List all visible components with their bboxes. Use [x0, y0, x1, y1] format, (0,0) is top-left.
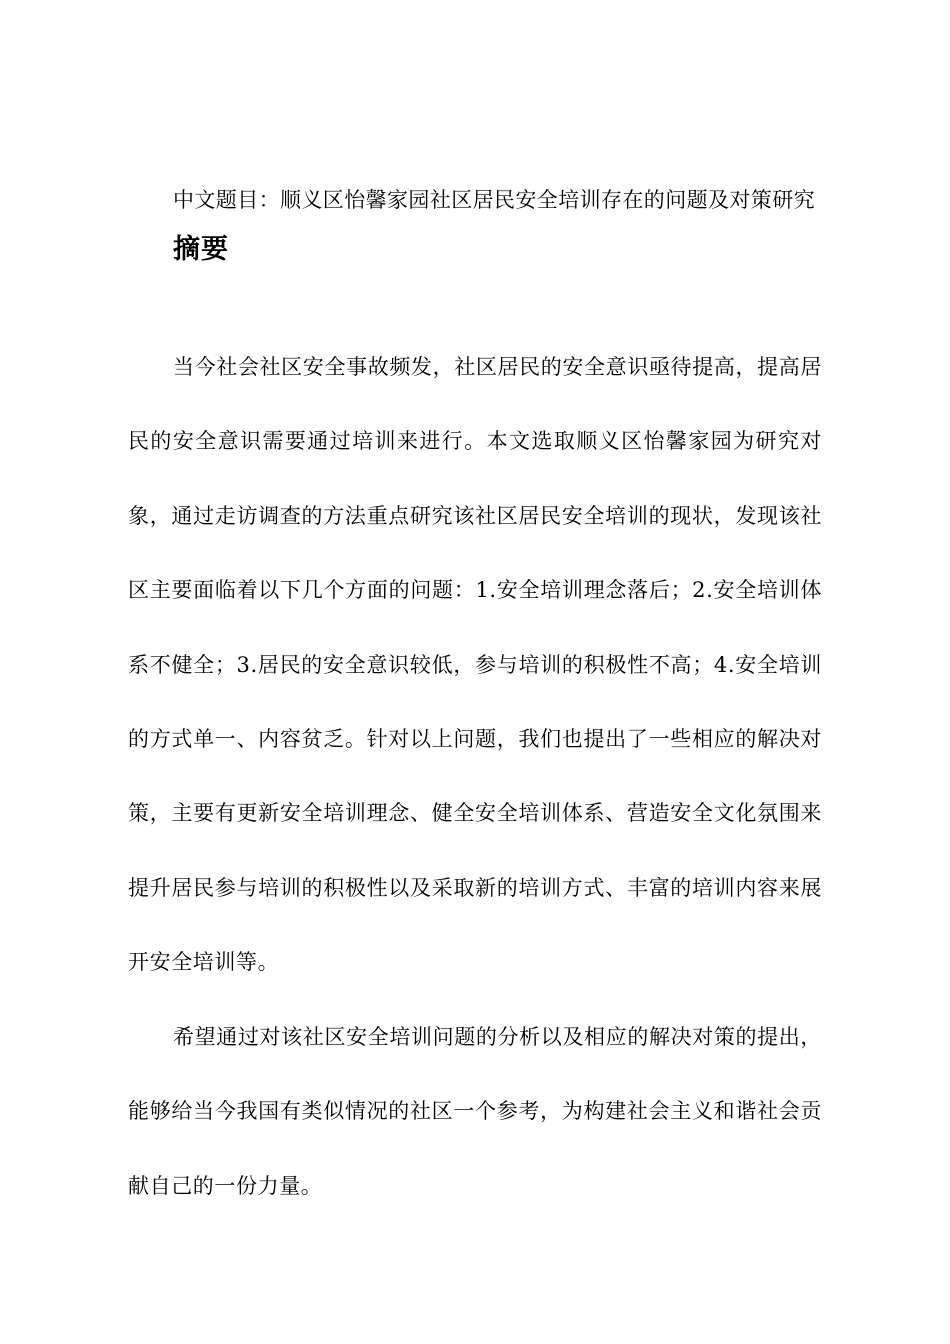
abstract-heading: 摘要 [173, 234, 229, 265]
chinese-title: 中文题目：顺义区怡馨家园社区居民安全培训存在的问题及对策研究 [173, 188, 815, 212]
abstract-paragraph-1: 当今社会社区安全事故频发，社区居民的安全意识亟待提高，提高居民的安全意识需要通过培训来进行。本文选取顺义区怡馨家园为研究对象，通过走访调查的方法重点研究该社区居民安全培训的现状，发现该社区主要面临着以下几个方面的问题：1.安全培训理念落后；2.安全培训体系不健全；3.居民的安全意识较低，参与培训的积极性不高；4.安全培训的方式单一、内容贫乏。针对以上问题，我们也提出了一些相应的解决对策，主要有更新安全培训理念、健全安全培训体系、营造安全文化氛围来提升居民参与培训的积极性以及采取新的培训方式、丰富的培训内容来展开安全培训等。 [128, 355, 822, 975]
abstract-paragraph-2: 希望通过对该社区安全培训问题的分析以及相应的解决对策的提出，能够给当今我国有类似情况的社区一个参考，为构建社会主义和谐社会贡献自己的一份力量。 [128, 1025, 822, 1198]
